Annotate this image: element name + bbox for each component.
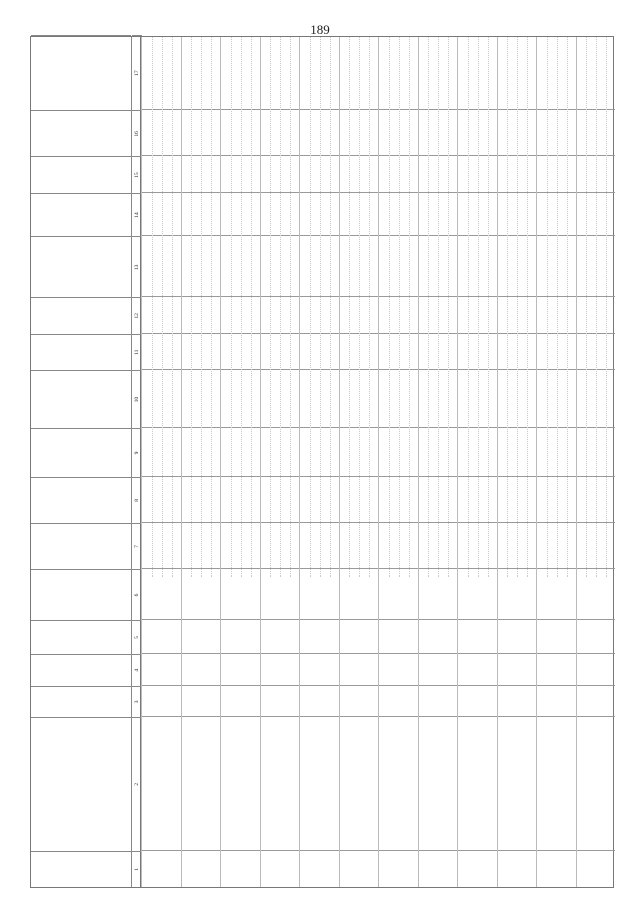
table-cell bbox=[342, 479, 378, 521]
table-cell bbox=[579, 719, 615, 849]
table-cell bbox=[421, 195, 457, 235]
table-cell bbox=[381, 853, 417, 885]
table-cell bbox=[381, 37, 417, 108]
table-cell bbox=[263, 719, 299, 849]
column-number: 11 bbox=[132, 334, 142, 370]
table-cell bbox=[500, 571, 536, 618]
table-cell bbox=[144, 336, 180, 368]
table-row bbox=[220, 37, 260, 887]
table-cell bbox=[460, 112, 496, 154]
table-cell bbox=[539, 299, 575, 331]
table-cell bbox=[381, 719, 417, 849]
table-cell bbox=[500, 853, 536, 885]
table-cell bbox=[223, 299, 259, 331]
header-cell bbox=[31, 620, 131, 654]
table-cell bbox=[579, 430, 615, 475]
table-cell bbox=[539, 195, 575, 235]
table-cell bbox=[500, 688, 536, 716]
table-cell bbox=[263, 299, 299, 331]
table-cell bbox=[144, 479, 180, 521]
table-cell bbox=[381, 158, 417, 190]
table-cell bbox=[421, 372, 457, 426]
table-cell bbox=[144, 158, 180, 190]
table-cell bbox=[460, 571, 496, 618]
table-cell bbox=[263, 37, 299, 108]
table-row bbox=[378, 37, 418, 887]
table-cell bbox=[263, 622, 299, 652]
table-cell bbox=[302, 853, 338, 885]
table-cell bbox=[579, 853, 615, 885]
table-cell bbox=[184, 656, 220, 684]
table-row bbox=[536, 37, 576, 887]
header-cell bbox=[31, 35, 131, 110]
table-cell bbox=[421, 656, 457, 684]
table-cell bbox=[263, 571, 299, 618]
table-cell bbox=[539, 372, 575, 426]
table-cell bbox=[500, 479, 536, 521]
table-cell bbox=[184, 571, 220, 618]
column-number: 1 bbox=[132, 851, 142, 887]
table-cell bbox=[342, 430, 378, 475]
table-cell bbox=[144, 372, 180, 426]
table-row bbox=[457, 37, 497, 887]
table-cell bbox=[460, 238, 496, 295]
table-cell bbox=[263, 195, 299, 235]
table-row bbox=[260, 37, 300, 887]
column-number: 4 bbox=[132, 654, 142, 686]
table-cell bbox=[381, 571, 417, 618]
table-cell bbox=[184, 853, 220, 885]
table-cell bbox=[302, 372, 338, 426]
table-cell bbox=[144, 719, 180, 849]
table-cell bbox=[263, 238, 299, 295]
table-cell bbox=[460, 372, 496, 426]
table-cell bbox=[302, 37, 338, 108]
table-body bbox=[141, 37, 615, 887]
table-cell bbox=[500, 430, 536, 475]
column-number: 16 bbox=[132, 110, 142, 156]
table-cell bbox=[421, 336, 457, 368]
table-cell bbox=[302, 299, 338, 331]
table-cell bbox=[342, 336, 378, 368]
table-cell bbox=[500, 372, 536, 426]
table-cell bbox=[460, 430, 496, 475]
table-cell bbox=[421, 719, 457, 849]
table-cell bbox=[381, 372, 417, 426]
table-cell bbox=[500, 158, 536, 190]
table-cell bbox=[144, 299, 180, 331]
table-area bbox=[30, 36, 614, 888]
table-cell bbox=[579, 525, 615, 567]
table-cell bbox=[184, 688, 220, 716]
table-cell bbox=[342, 238, 378, 295]
column-number: 6 bbox=[132, 569, 142, 620]
table-cell bbox=[144, 656, 180, 684]
column-number: 5 bbox=[132, 620, 142, 654]
header-cell bbox=[31, 428, 131, 477]
table-cell bbox=[302, 336, 338, 368]
table-cell bbox=[421, 238, 457, 295]
table-cell bbox=[184, 622, 220, 652]
table-cell bbox=[342, 158, 378, 190]
table-cell bbox=[144, 238, 180, 295]
table-cell bbox=[460, 853, 496, 885]
table-cell bbox=[579, 571, 615, 618]
header-cell bbox=[31, 110, 131, 156]
table-cell bbox=[381, 688, 417, 716]
table-cell bbox=[223, 430, 259, 475]
table-cell bbox=[460, 158, 496, 190]
table-cell bbox=[144, 525, 180, 567]
table-row bbox=[141, 37, 181, 887]
table-cell bbox=[421, 688, 457, 716]
table-cell bbox=[144, 195, 180, 235]
table-row bbox=[299, 37, 339, 887]
table-cell bbox=[263, 158, 299, 190]
table-cell bbox=[302, 571, 338, 618]
table-cell bbox=[263, 525, 299, 567]
header-cell bbox=[31, 477, 131, 523]
table-cell bbox=[421, 622, 457, 652]
header-cell bbox=[31, 686, 131, 718]
table-cell bbox=[263, 656, 299, 684]
table-cell bbox=[539, 158, 575, 190]
column-number: 2 bbox=[132, 717, 142, 851]
data-table bbox=[30, 36, 614, 888]
table-cell bbox=[381, 112, 417, 154]
table-cell bbox=[381, 336, 417, 368]
table-cell bbox=[184, 336, 220, 368]
table-cell bbox=[539, 238, 575, 295]
table-cell bbox=[500, 719, 536, 849]
header-cell bbox=[31, 236, 131, 297]
table-cell bbox=[144, 571, 180, 618]
table-row bbox=[339, 37, 379, 887]
table-cell bbox=[381, 525, 417, 567]
table-row bbox=[576, 37, 616, 887]
table-cell bbox=[263, 688, 299, 716]
column-number: 14 bbox=[132, 193, 142, 237]
table-cell bbox=[302, 430, 338, 475]
table-cell bbox=[460, 195, 496, 235]
table-cell bbox=[539, 479, 575, 521]
table-cell bbox=[342, 37, 378, 108]
table-cell bbox=[144, 622, 180, 652]
table-cell bbox=[539, 622, 575, 652]
table-cell bbox=[579, 112, 615, 154]
table-cell bbox=[223, 853, 259, 885]
table-cell bbox=[263, 479, 299, 521]
header-cell bbox=[31, 851, 131, 887]
table-cell bbox=[302, 622, 338, 652]
table-cell bbox=[579, 238, 615, 295]
header-cell bbox=[31, 569, 131, 620]
table-cell bbox=[500, 336, 536, 368]
table-cell bbox=[381, 238, 417, 295]
table-cell bbox=[460, 479, 496, 521]
table-cell bbox=[460, 37, 496, 108]
table-cell bbox=[579, 688, 615, 716]
table-cell bbox=[342, 525, 378, 567]
table-cell bbox=[342, 622, 378, 652]
table-cell bbox=[579, 158, 615, 190]
table-cell bbox=[342, 853, 378, 885]
table-header bbox=[31, 37, 141, 887]
table-cell bbox=[539, 688, 575, 716]
column-number: 8 bbox=[132, 477, 142, 523]
table-cell bbox=[342, 719, 378, 849]
table-cell bbox=[144, 853, 180, 885]
table-cell bbox=[263, 430, 299, 475]
table-cell bbox=[223, 656, 259, 684]
table-cell bbox=[223, 112, 259, 154]
table-cell bbox=[500, 195, 536, 235]
table-cell bbox=[500, 37, 536, 108]
table-cell bbox=[421, 853, 457, 885]
column-number: 10 bbox=[132, 370, 142, 428]
table-cell bbox=[184, 238, 220, 295]
table-cell bbox=[184, 112, 220, 154]
table-cell bbox=[421, 37, 457, 108]
table-cell bbox=[460, 656, 496, 684]
table-cell bbox=[223, 525, 259, 567]
column-number: 7 bbox=[132, 523, 142, 569]
table-cell bbox=[579, 299, 615, 331]
table-cell bbox=[539, 37, 575, 108]
table-cell bbox=[223, 622, 259, 652]
table-cell bbox=[342, 112, 378, 154]
table-cell bbox=[460, 299, 496, 331]
table-cell bbox=[421, 158, 457, 190]
table-cell bbox=[579, 372, 615, 426]
table-cell bbox=[579, 656, 615, 684]
table-cell bbox=[302, 195, 338, 235]
table-cell bbox=[539, 336, 575, 368]
column-number: 13 bbox=[132, 236, 142, 297]
table-cell bbox=[184, 372, 220, 426]
table-cell bbox=[381, 622, 417, 652]
table-cell bbox=[342, 656, 378, 684]
table-cell bbox=[223, 238, 259, 295]
table-cell bbox=[500, 622, 536, 652]
header-cell bbox=[31, 370, 131, 428]
table-cell bbox=[579, 37, 615, 108]
table-cell bbox=[144, 37, 180, 108]
table-cell bbox=[342, 688, 378, 716]
table-cell bbox=[302, 525, 338, 567]
page-number: 189 bbox=[310, 22, 330, 37]
table-cell bbox=[184, 195, 220, 235]
table-cell bbox=[263, 336, 299, 368]
table-cell bbox=[500, 656, 536, 684]
table-cell bbox=[539, 719, 575, 849]
column-number: 3 bbox=[132, 686, 142, 718]
table-cell bbox=[539, 112, 575, 154]
table-row bbox=[497, 37, 537, 887]
table-cell bbox=[223, 37, 259, 108]
table-cell bbox=[381, 479, 417, 521]
table-cell bbox=[460, 688, 496, 716]
table-cell bbox=[421, 479, 457, 521]
table-cell bbox=[579, 622, 615, 652]
table-cell bbox=[302, 112, 338, 154]
table-cell bbox=[539, 656, 575, 684]
column-number-row bbox=[131, 37, 141, 887]
table-cell bbox=[381, 195, 417, 235]
table-cell bbox=[500, 238, 536, 295]
column-number: 17 bbox=[132, 35, 142, 110]
table-cell bbox=[539, 525, 575, 567]
header-cell bbox=[31, 156, 131, 192]
table-cell bbox=[460, 719, 496, 849]
table-cell bbox=[460, 525, 496, 567]
header-cell bbox=[31, 193, 131, 237]
table-cell bbox=[223, 688, 259, 716]
table-cell bbox=[263, 853, 299, 885]
table-cell bbox=[579, 195, 615, 235]
table-cell bbox=[302, 719, 338, 849]
table-cell bbox=[184, 525, 220, 567]
table-cell bbox=[223, 158, 259, 190]
table-cell bbox=[539, 853, 575, 885]
table-cell bbox=[500, 112, 536, 154]
table-cell bbox=[460, 336, 496, 368]
table-cell bbox=[579, 336, 615, 368]
table-cell bbox=[263, 372, 299, 426]
table-cell bbox=[223, 372, 259, 426]
header-cell bbox=[31, 523, 131, 569]
column-number: 15 bbox=[132, 156, 142, 192]
table-cell bbox=[381, 656, 417, 684]
header-cell bbox=[31, 297, 131, 333]
table-cell bbox=[184, 299, 220, 331]
table-cell bbox=[421, 525, 457, 567]
table-cell bbox=[421, 430, 457, 475]
table-cell bbox=[342, 195, 378, 235]
table-cell bbox=[421, 112, 457, 154]
table-cell bbox=[539, 430, 575, 475]
table-cell bbox=[342, 299, 378, 331]
table-cell bbox=[184, 719, 220, 849]
table-cell bbox=[263, 112, 299, 154]
table-cell bbox=[302, 238, 338, 295]
table-cell bbox=[223, 479, 259, 521]
column-number: 9 bbox=[132, 428, 142, 477]
table-cell bbox=[184, 37, 220, 108]
table-cell bbox=[302, 158, 338, 190]
table-cell bbox=[381, 299, 417, 331]
table-cell bbox=[184, 430, 220, 475]
column-number: 12 bbox=[132, 297, 142, 333]
table-cell bbox=[184, 158, 220, 190]
table-cell bbox=[144, 430, 180, 475]
table-cell bbox=[500, 525, 536, 567]
table-cell bbox=[500, 299, 536, 331]
table-cell bbox=[342, 571, 378, 618]
table-cell bbox=[144, 688, 180, 716]
table-cell bbox=[223, 195, 259, 235]
table-cell bbox=[421, 571, 457, 618]
table-cell bbox=[460, 622, 496, 652]
table-row bbox=[181, 37, 221, 887]
table-cell bbox=[144, 112, 180, 154]
header-cell bbox=[31, 334, 131, 370]
table-cell bbox=[421, 299, 457, 331]
header-cell bbox=[31, 654, 131, 686]
table-cell bbox=[184, 479, 220, 521]
table-cell bbox=[381, 430, 417, 475]
table-cell bbox=[579, 479, 615, 521]
table-cell bbox=[302, 688, 338, 716]
table-cell bbox=[223, 719, 259, 849]
table-cell bbox=[302, 656, 338, 684]
table-cell bbox=[302, 479, 338, 521]
table-cell bbox=[342, 372, 378, 426]
table-row bbox=[418, 37, 458, 887]
table-cell bbox=[223, 571, 259, 618]
table-cell bbox=[539, 571, 575, 618]
table-cell bbox=[223, 336, 259, 368]
header-cell bbox=[31, 717, 131, 851]
